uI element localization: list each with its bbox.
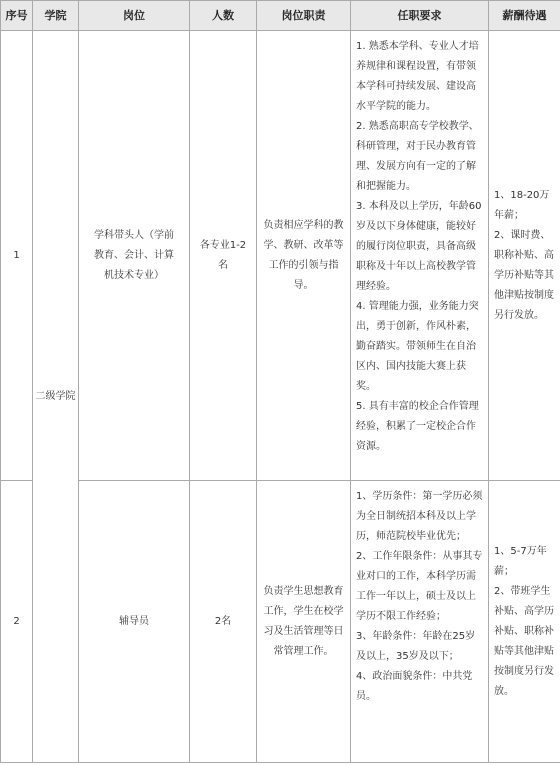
requirements-cell <box>351 481 489 763</box>
requirement-item: 1. 熟悉本学科、专业人才培养规律和课程设置，有带领本学科可持续发展、建设高水平学院的能力。 <box>356 41 479 112</box>
header-duty: 岗位职责 <box>257 1 351 31</box>
table-header-row <box>1 1 560 31</box>
requirement-item: 2. 熟悉高职高专学校教学、科研管理，对于民办教育管理、发展方向有一定的了解和把握能力。 <box>356 121 479 192</box>
salary-item: 2、课时费、职称补贴、高学历补贴等其他津贴按制度另行发放。 <box>494 229 554 321</box>
header-salary: 薪酬待遇 <box>489 1 560 31</box>
salary-item: 2、带班学生补贴、高学历补贴、职称补贴等其他津贴按制度另行发放。 <box>494 585 554 697</box>
table-row <box>1 31 560 481</box>
salary-item: 1、5-7万年薪； <box>494 545 547 577</box>
salary-cell <box>489 481 560 763</box>
header-count: 人数 <box>190 1 257 31</box>
count-cell: 各专业1-2名 <box>190 31 257 481</box>
row-no: 1 <box>1 31 33 481</box>
count-cell: 2名 <box>190 481 257 763</box>
table-row <box>1 481 560 763</box>
header-requirements: 任职要求 <box>351 1 489 31</box>
header-college: 学院 <box>33 1 79 31</box>
requirement-item: 1、学历条件：第一学历必须为全日制统招本科及以上学历，师范院校毕业优先； <box>356 491 483 542</box>
duty-cell: 负责相应学科的教学、教研、改革等工作的引领与指导。 <box>257 31 351 481</box>
salary-cell <box>489 31 560 481</box>
requirement-item: 2、工作年限条件：从事其专业对口的工作，本科学历需工作一年以上，硕士及以上学历不限工作经验； <box>356 551 483 622</box>
duty-cell: 负责学生思想教育工作，学生在校学习及生活管理等日常管理工作。 <box>257 481 351 763</box>
college-cell: 二级学院 <box>33 31 79 763</box>
header-no: 序号 <box>1 1 33 31</box>
requirement-item: 4、政治面貌条件：中共党员。 <box>356 671 473 702</box>
salary-item: 1、18-20万年薪； <box>494 189 550 221</box>
header-post: 岗位 <box>79 1 190 31</box>
requirement-item: 3、年龄条件：年龄在25岁及以上，35岁及以下； <box>356 631 476 662</box>
requirement-item: 4. 管理能力强，业务能力突出，勇于创新，作风朴素，勤奋踏实。带领师生在自治区内、国内技能大赛上获奖。 <box>356 301 479 392</box>
requirement-item: 5. 具有丰富的校企合作管理经验，积累了一定校企合作资源。 <box>356 401 479 452</box>
requirement-item: 3. 本科及以上学历，年龄60岁及以下身体健康，能较好的履行岗位职责，具备高级职称及十年以上高校教学管理经验。 <box>356 201 482 292</box>
post-cell: 辅导员 <box>79 481 190 763</box>
requirements-cell <box>351 31 489 481</box>
post-cell: 学科带头人（学前教育、会计、计算机技术专业） <box>79 31 190 481</box>
row-no: 2 <box>1 481 33 763</box>
